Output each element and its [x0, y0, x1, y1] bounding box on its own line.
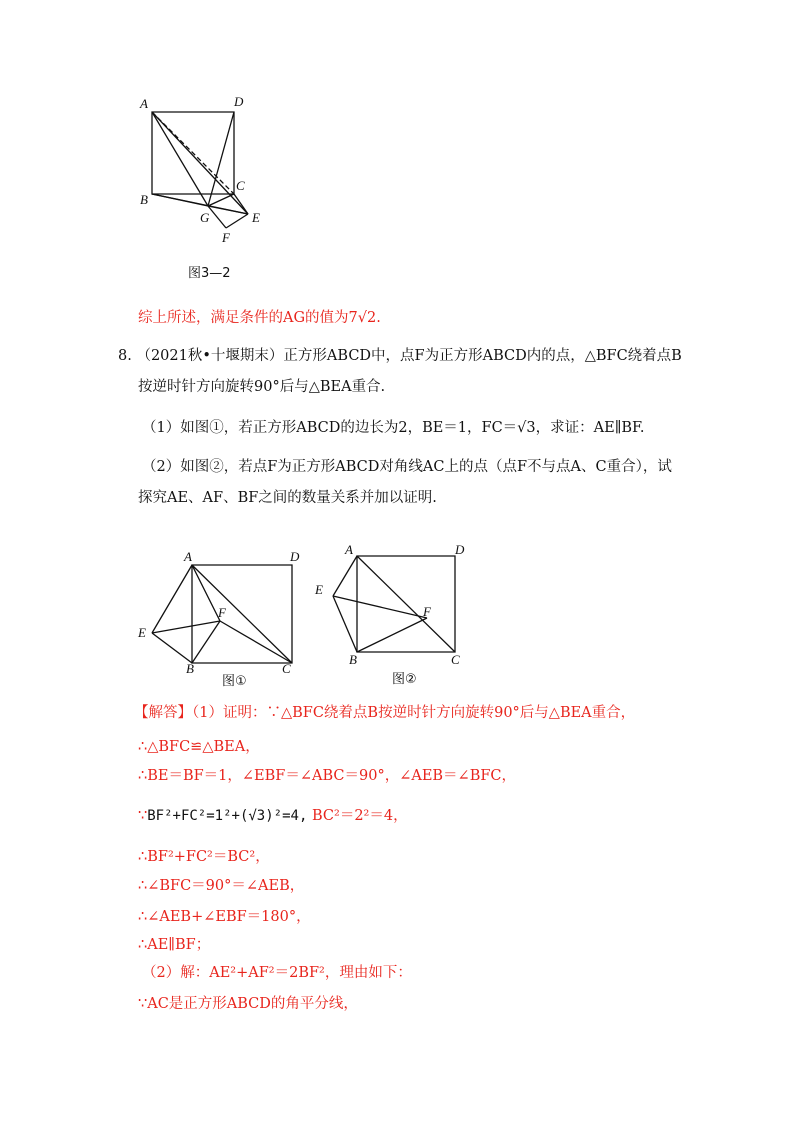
solution-line-4-prefix: ∵ — [138, 808, 148, 824]
fig1-label-a: A — [184, 549, 192, 564]
problem-part-1: （1）如图①，若正方形ABCD的边长为2，BE＝1，FC＝√3，求证：AE∥BF. — [142, 420, 645, 436]
problem-part-2-line-2: 探究AE、AF、BF之间的数量关系并加以证明. — [138, 490, 437, 506]
fig1-label-c: C — [282, 661, 291, 676]
figure-2 — [305, 540, 485, 670]
fig2-label-a: A — [345, 542, 353, 557]
solution-line-6: ∴∠BFC＝90°＝∠AEB， — [138, 878, 305, 894]
fig32-label-e: E — [252, 210, 260, 225]
fig2-label-b: B — [349, 652, 357, 667]
figure-1-diagram — [130, 545, 310, 675]
solution-line-9: （2）解：AE²+AF²＝2BF²，理由如下： — [142, 965, 412, 981]
figure-1-caption: 图① — [222, 674, 247, 689]
figure-3-2 — [130, 90, 280, 250]
fig32-label-a: A — [140, 96, 148, 111]
solution-line-4 — [138, 806, 408, 826]
fig2-label-d: D — [455, 542, 465, 557]
fig1-label-b: B — [186, 661, 194, 676]
solution-line-5: ∴BF²+FC²＝BC²， — [138, 849, 270, 865]
solution-line-8: ∴AE∥BF； — [138, 937, 211, 953]
solution-line-1 — [134, 703, 635, 723]
figure-2-caption: 图② — [392, 672, 417, 687]
fig2-label-c: C — [451, 652, 460, 667]
solution-formula-image: BF²+FC²=1²+(√3)²=4, — [147, 808, 308, 824]
figure-3-2-caption: 图3—2 — [188, 266, 231, 281]
problem-source: （2021秋•十堰期末） — [136, 348, 284, 364]
problem-part-2-line-1: （2）如图②，若点F为正方形ABCD对角线AC上的点（点F不与点A、C重合），试 — [142, 459, 672, 475]
fig32-label-f: F — [222, 230, 230, 245]
figure-1 — [130, 545, 310, 675]
conclusion-text: 综上所述，满足条件的AG的值为7√2. — [138, 310, 381, 326]
fig32-label-d: D — [234, 94, 244, 109]
fig2-label-e: E — [315, 582, 323, 597]
fig1-label-e: E — [138, 625, 146, 640]
fig2-label-f: F — [423, 604, 431, 619]
solution-line-7: ∴∠AEB+∠EBF＝180°， — [138, 909, 311, 925]
problem-number: 8. — [118, 348, 132, 364]
problem-stem-line-2: 按逆时针方向旋转90°后与△BEA重合. — [138, 379, 386, 395]
solution-line-10: ∵AC是正方形ABCD的角平分线， — [138, 996, 358, 1012]
fig1-label-f: F — [218, 605, 226, 620]
solution-line-3: ∴BE＝BF＝1，∠EBF＝∠ABC＝90°，∠AEB＝∠BFC， — [138, 768, 517, 784]
fig32-label-b: B — [140, 192, 148, 207]
figure-3-2-diagram — [130, 90, 280, 250]
solution-line-4-suffix: BC²＝2²＝4， — [312, 808, 408, 824]
fig1-label-d: D — [290, 549, 300, 564]
solution-line-1-text: （1）证明：∵△BFC绕着点B按逆时针方向旋转90°后与△BEA重合， — [192, 705, 636, 721]
fig32-label-c: C — [236, 178, 245, 193]
problem-stem-1: 正方形ABCD中，点F为正方形ABCD内的点，△BFC绕着点B — [283, 348, 682, 364]
problem-stem-line-1 — [118, 346, 682, 366]
solution-tag: 【解答】 — [134, 705, 192, 721]
figure-2-diagram — [305, 540, 485, 670]
fig32-label-g: G — [200, 210, 210, 225]
solution-line-2: ∴△BFC≌△BEA， — [138, 739, 260, 755]
